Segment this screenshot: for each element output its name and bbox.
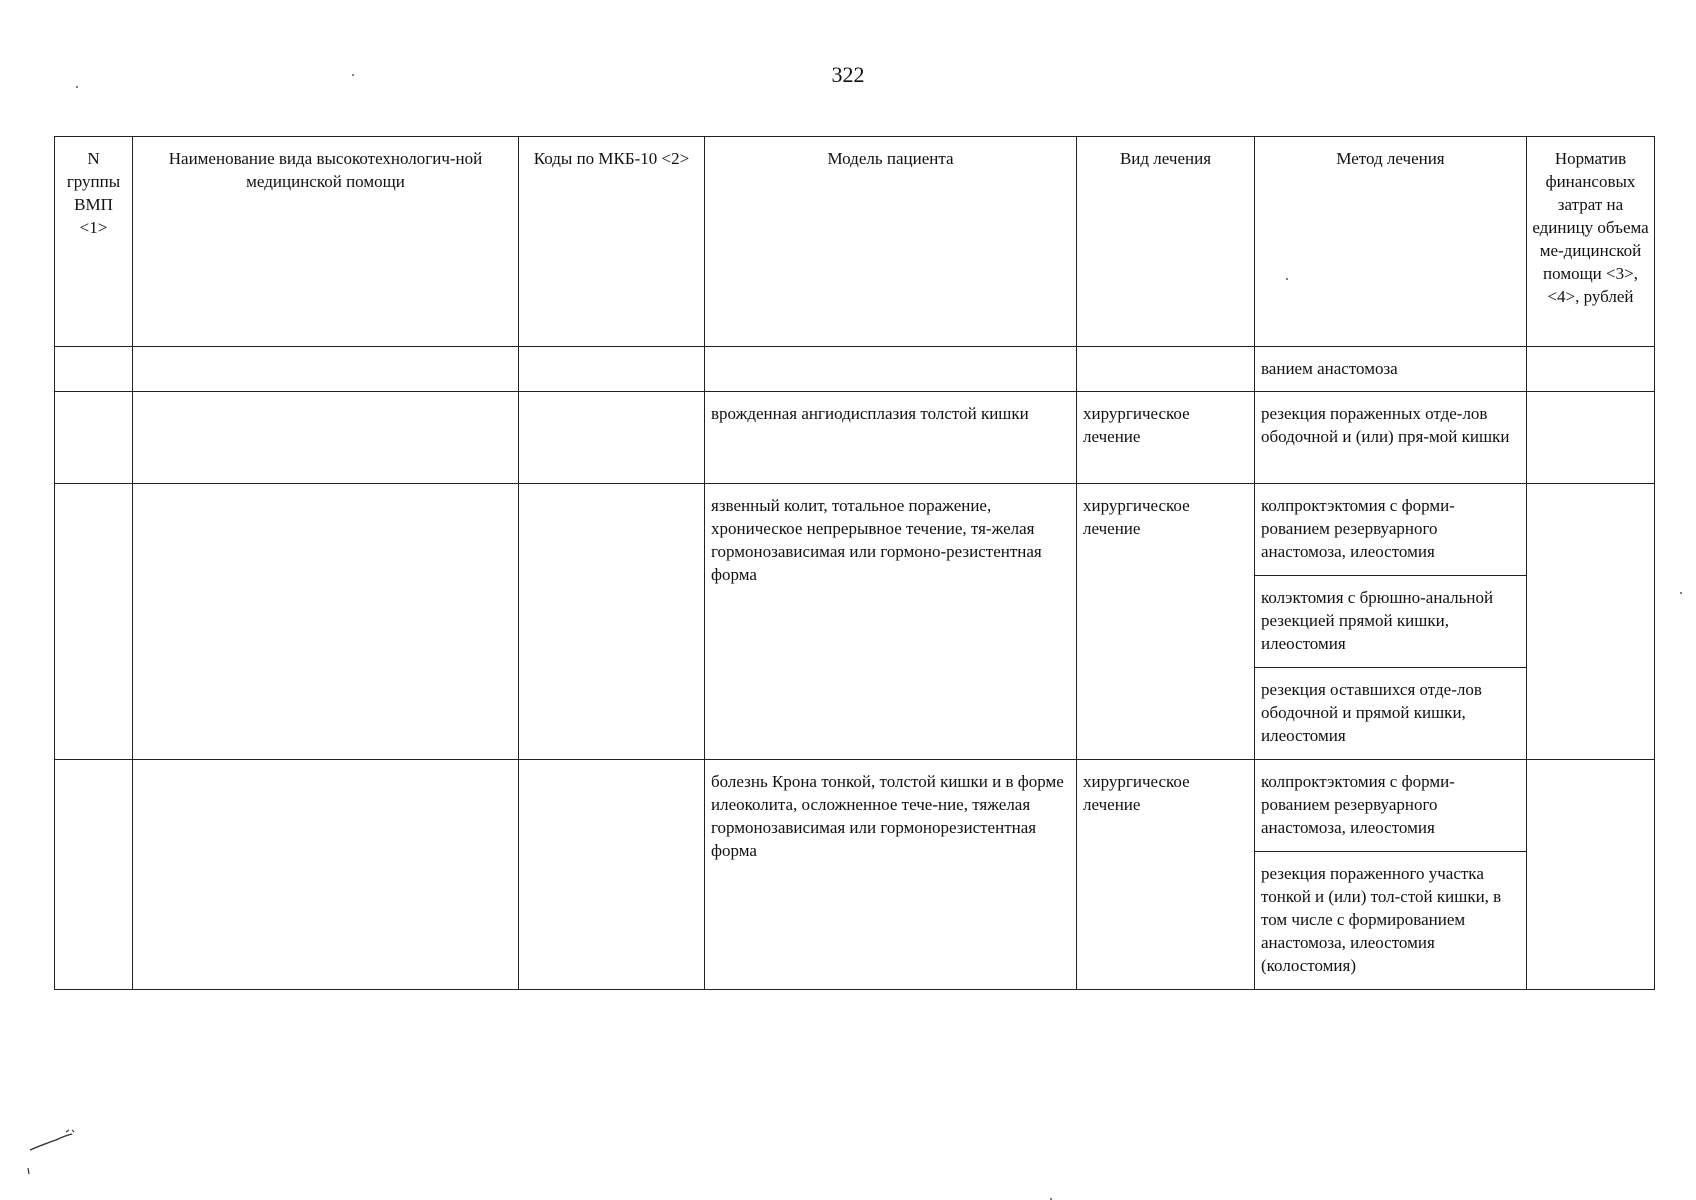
header-row (55, 137, 1655, 347)
treatment-type-cell: хирургическое лечение (1077, 760, 1255, 990)
table-row (55, 484, 1655, 576)
method-cell: колпроктэктомия с форми-рованием резервуарного анастомоза, илеостомия (1255, 484, 1527, 576)
patient-model-cell: язвенный колит, тотальное поражение, хроническое непрерывное течение, тя-желая гормонозависимая или гормоно-резистентная форма (705, 484, 1077, 760)
table-row (55, 347, 1655, 392)
header-patient-model: Модель пациента (705, 137, 1077, 347)
pen-mark (26, 1128, 78, 1176)
page-number: 322 (831, 62, 865, 87)
method-cell: резекция пораженного участка тонкой и (или) тол-стой кишки, в том числе с формированием анастомоза, илеостомия (колостомия) (1255, 852, 1527, 990)
treatment-table (54, 136, 1655, 990)
scan-speck (1286, 278, 1288, 280)
scan-speck (76, 86, 78, 88)
method-cell: ванием анастомоза (1255, 347, 1527, 392)
method-cell: колпроктэктомия с форми-рованием резервуарного анастомоза, илеостомия (1255, 760, 1527, 852)
treatment-type-cell: хирургическое лечение (1077, 484, 1255, 760)
treatment-type-cell: хирургическое лечение (1077, 392, 1255, 484)
method-cell: резекция оставшихся отде-лов ободочной и прямой кишки, илеостомия (1255, 668, 1527, 760)
method-cell: резекция пораженных отде-лов ободочной и (или) пря-мой кишки (1255, 392, 1527, 484)
method-cell: колэктомия с брюшно-анальной резекцией прямой кишки, илеостомия (1255, 576, 1527, 668)
table-row (55, 392, 1655, 484)
header-icd-codes: Коды по МКБ-10 <2> (519, 137, 705, 347)
patient-model-cell: болезнь Крона тонкой, толстой кишки и в форме илеоколита, осложненное тече-ние, тяжелая гормонозависимая или гормонорезистентная форма (705, 760, 1077, 990)
header-care-type: Наименование вида высокотехнологич-ной медицинской помощи (133, 137, 519, 347)
patient-model-cell: врожденная ангиодисплазия толстой кишки (705, 392, 1077, 484)
table-row (55, 760, 1655, 852)
header-group-number: N группы ВМП <1> (55, 137, 133, 347)
header-treatment-method: Метод лечения (1255, 137, 1527, 347)
scan-speck (352, 74, 354, 76)
header-cost-standard: Норматив финансовых затрат на единицу объема ме-дицинской помощи <3>, <4>, рублей (1527, 137, 1655, 347)
header-treatment-type: Вид лечения (1077, 137, 1255, 347)
scan-speck (1680, 592, 1682, 594)
